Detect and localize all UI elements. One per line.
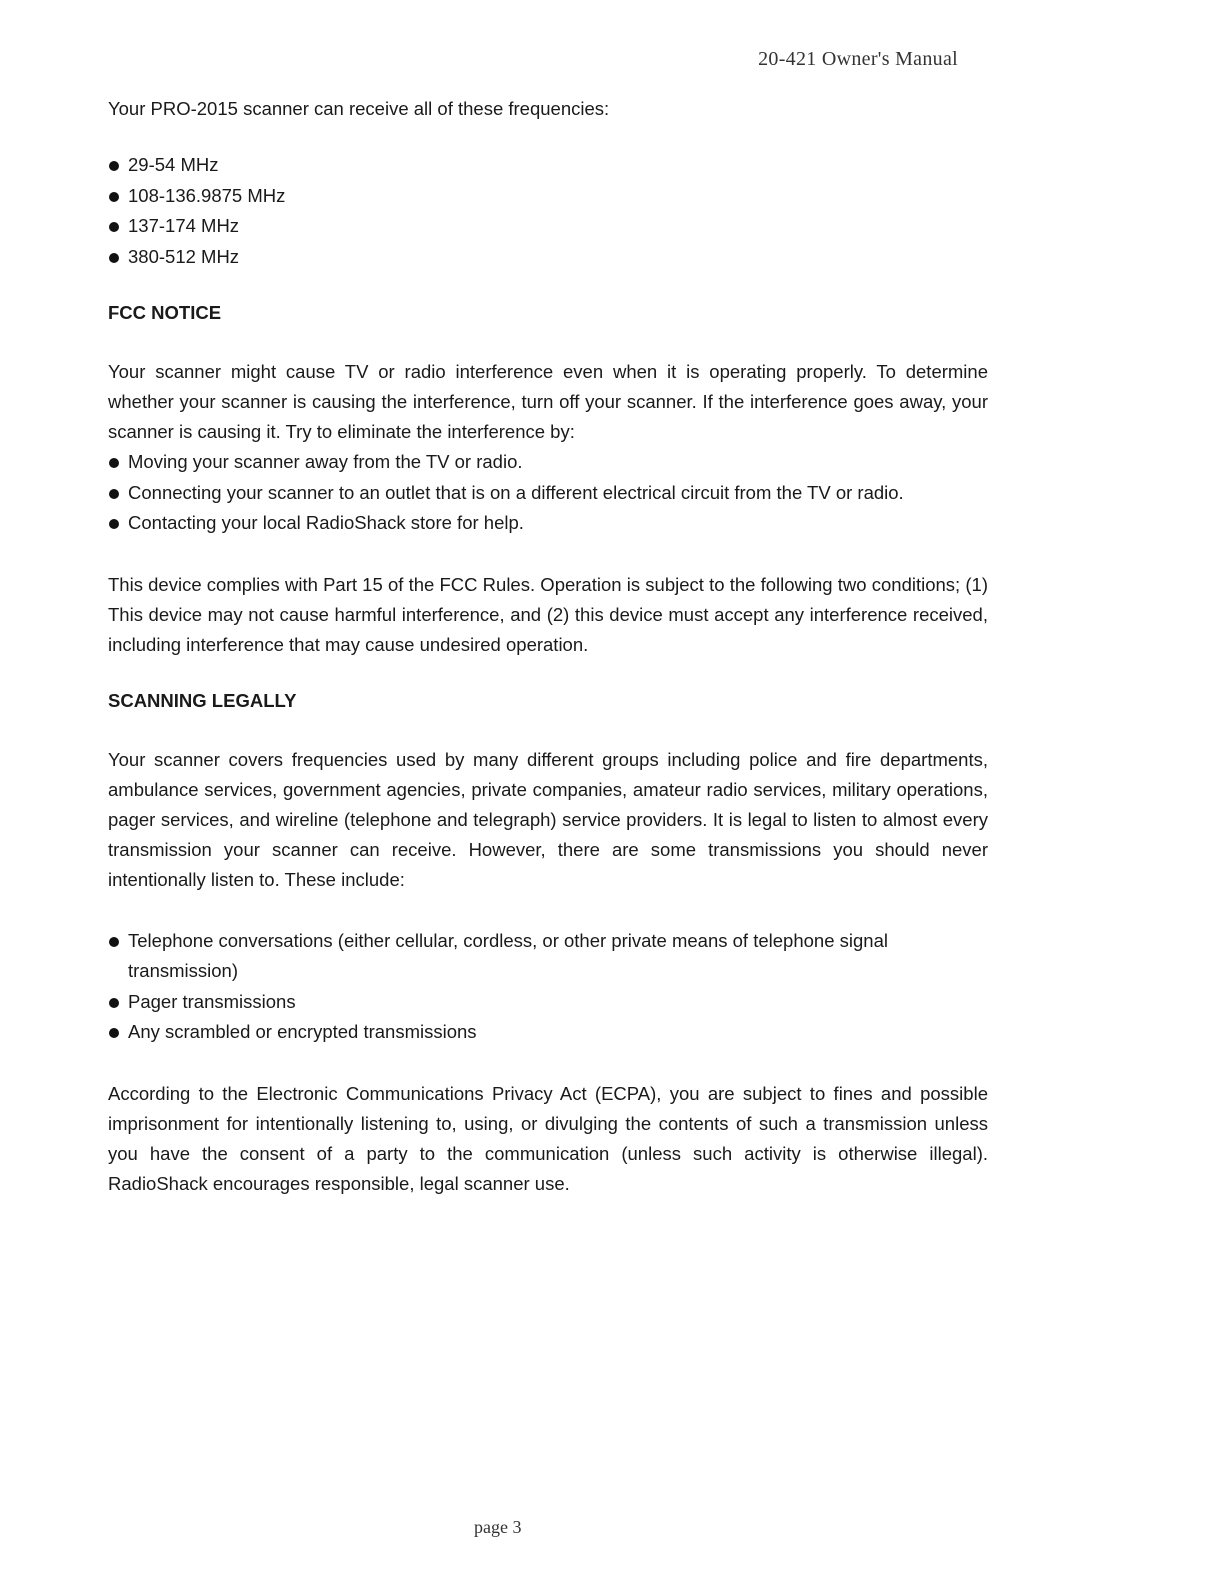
list-item: Moving your scanner away from the TV or radio. bbox=[108, 447, 988, 478]
legal-paragraph-1: Your scanner covers frequencies used by many different groups including police and fire departments, ambulance services, government agencies, private companies, amateur radio services, military operations, pager services, and wireline (telephone and telegraph) service providers. It is legal to listen to almost every transmission your scanner can receive. However, there are some transmissions you should never intentionally listen to. These include: bbox=[108, 748, 988, 890]
document-body bbox=[108, 94, 988, 1199]
list-item: Connecting your scanner to an outlet that is on a different electrical circuit from the TV or radio. bbox=[108, 478, 988, 509]
list-item: 29-54 MHz bbox=[108, 150, 988, 181]
interference-tips-list bbox=[108, 447, 988, 539]
list-item: Pager transmissions bbox=[108, 987, 988, 1018]
fcc-paragraph-1: Your scanner might cause TV or radio interference even when it is operating properly. To determine whether your scanner is causing the interference, turn off your scanner. If the interference goes away, your scanner is causing it. Try to eliminate the interference by: bbox=[108, 361, 988, 442]
frequency-list bbox=[108, 150, 988, 272]
legal-paragraph-2: According to the Electronic Communications Privacy Act (ECPA), you are subject to fines and possible imprisonment for intentionally listening to, using, or divulging the contents of such a transmission unless you have the consent of a party to the communication (unless such activity is otherwise illegal). RadioShack encourages responsible, legal scanner use. bbox=[108, 1082, 988, 1194]
scanning-legally-heading: SCANNING LEGALLY bbox=[108, 689, 297, 711]
manual-header-title: 20-421 Owner's Manual bbox=[758, 48, 958, 70]
list-item: 137-174 MHz bbox=[108, 211, 988, 242]
list-item: 108-136.9875 MHz bbox=[108, 181, 988, 212]
list-item: Any scrambled or encrypted transmissions bbox=[108, 1017, 988, 1048]
restricted-transmissions-list bbox=[108, 926, 988, 1048]
list-item: Telephone conversations (either cellular, cordless, or other private means of telephone signal transmission) bbox=[108, 926, 988, 987]
list-item: Contacting your local RadioShack store for help. bbox=[108, 508, 988, 539]
fcc-notice-heading: FCC NOTICE bbox=[108, 302, 222, 323]
intro-paragraph: Your PRO-2015 scanner can receive all of these frequencies: bbox=[108, 98, 610, 119]
page-number: page 3 bbox=[474, 1517, 522, 1537]
fcc-paragraph-2: This device complies with Part 15 of the FCC Rules. Operation is subject to the following two conditions; (1) This device may not cause harmful interference, and (2) this device must accept any interference received, including interference that may cause undesired operation. bbox=[108, 573, 988, 655]
list-item: 380-512 MHz bbox=[108, 242, 988, 273]
